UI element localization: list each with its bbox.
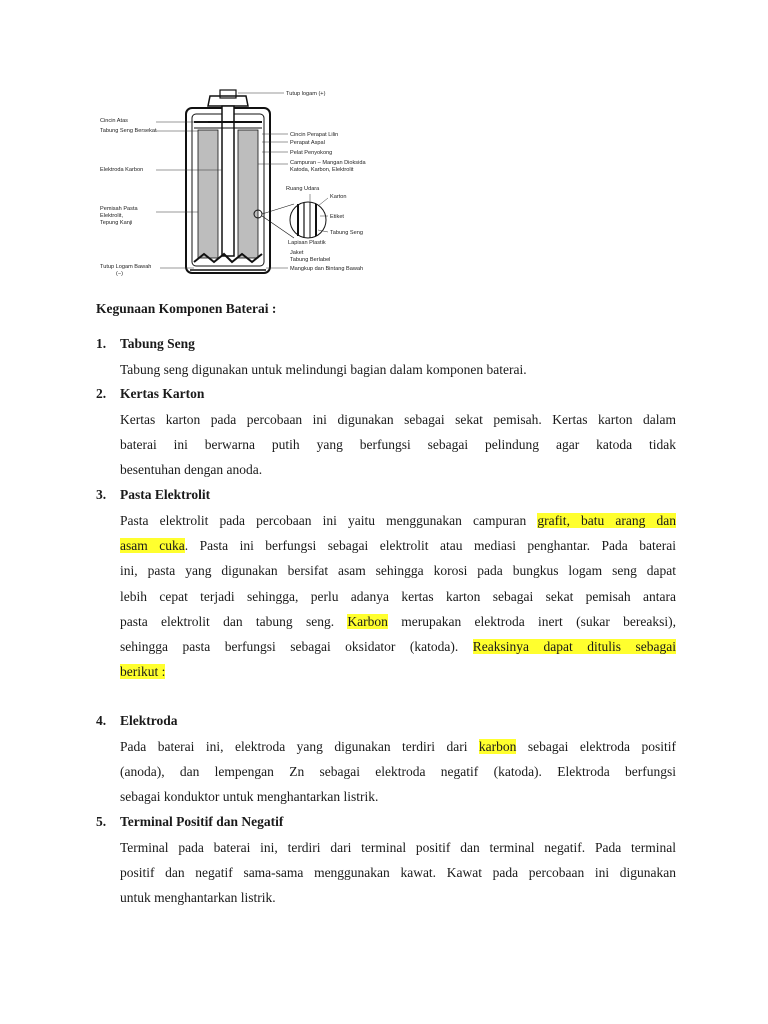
paragraph-line (120, 634, 676, 659)
label-etiket: Etiket (330, 214, 344, 220)
paragraph-line (120, 609, 676, 634)
item-number: 4. (96, 713, 107, 728)
label-elektroda-karbon: Elektroda Karbon (100, 167, 144, 173)
highlighted-text: berikut : (120, 664, 166, 680)
item-paragraph (120, 407, 676, 483)
label-campuran-1: Campuran – Mangan Dioksida (290, 160, 366, 166)
label-pemisah-2: Elektrolit, (100, 213, 124, 219)
text-run: . Pasta ini berfungsi sebagai elektrolit atau mediasi penghantar. Pada baterai (184, 538, 676, 554)
paragraph-line: ini, pasta yang digunakan bersifat asam sehingga korosi pada bungkus logam seng dapat (120, 563, 676, 579)
section-heading: Kegunaan Komponen Baterai : (96, 301, 277, 316)
list-item-2 (96, 384, 676, 483)
text-run: pasta elektrolit dan tabung seng. (120, 613, 348, 629)
paragraph-line (120, 508, 676, 533)
label-lapisan-plastik: Lapisan Plastik (288, 240, 326, 246)
paragraph-line (120, 659, 676, 684)
list-item-3 (96, 485, 676, 684)
item-paragraph (120, 835, 676, 911)
paragraph-line: positif dan negatif sama-sama menggunakan kawat. Kawat pada percobaan ini digunakan (120, 865, 676, 881)
battery-diagram (98, 86, 388, 286)
label-cincin-perapat: Cincin Perapat Lilin (290, 132, 339, 138)
paragraph-line: baterai ini berwarna putih yang berfungsi sebagai pelindung agar katoda tidak (120, 437, 676, 453)
label-karton: Karton (330, 194, 347, 200)
item-title-text: Kertas Karton (120, 386, 205, 401)
label-tabung-seng-bersekat: Tabung Seng Bersekat (100, 128, 157, 134)
highlighted-text: grafit, batu arang dan (537, 513, 677, 528)
item-paragraph (120, 734, 676, 810)
label-jaket-1: Jaket (290, 250, 304, 256)
label-perapat-aspal: Perapat Aspal (290, 140, 325, 146)
item-title (96, 812, 676, 832)
item-number: 1. (96, 336, 107, 351)
paragraph-line: besentuhan dengan anoda. (120, 462, 263, 478)
label-cincin-atas: Cincin Atas (100, 118, 128, 124)
paragraph-line (120, 533, 676, 558)
label-ruang-udara: Ruang Udara (286, 186, 320, 192)
item-title (96, 334, 676, 354)
highlighted-text: asam cuka (120, 538, 185, 554)
item-title-text: Elektroda (120, 713, 178, 728)
item-title-text: Terminal Positif dan Negatif (120, 814, 284, 829)
text-run: sebagai elektroda positif (516, 739, 676, 754)
item-paragraph (120, 508, 676, 684)
list-item-4 (96, 711, 676, 810)
text-run: merupakan elektroda inert (sukar bereaksi), (387, 613, 676, 629)
list-item-1 (96, 334, 676, 382)
label-pemisah-1: Pemisah Pasta (100, 206, 138, 212)
paragraph-line: Terminal pada baterai ini, terdiri dari terminal positif dan terminal negatif. Pada terminal (120, 840, 676, 855)
label-pelat-penyokong: Pelat Penyokong (290, 150, 333, 156)
highlighted-text: Reaksinya dapat ditulis sebagai (472, 639, 676, 655)
label-tabung-seng: Tabung Seng (330, 230, 363, 236)
item-paragraph (120, 357, 676, 382)
paragraph-line: Kertas karton pada percobaan ini digunakan sebagai sekat pemisah. Kertas karton dalam (120, 412, 676, 427)
item-title (96, 711, 676, 731)
item-title-text: Pasta Elektrolit (120, 487, 211, 502)
label-tutup-bawah: Tutup Logam Bawah (100, 264, 152, 270)
item-title (96, 485, 676, 505)
item-number: 2. (96, 386, 107, 401)
label-pemisah-3: Tepung Kanji (100, 220, 133, 226)
item-title (96, 384, 676, 404)
highlighted-text: karbon (478, 739, 517, 754)
text-run: Pada baterai ini, elektroda yang digunakan terdiri dari (120, 739, 479, 754)
item-number: 3. (96, 487, 107, 502)
label-tutup-bawah-sign: (−) (116, 271, 123, 277)
paragraph-line: Tabung seng digunakan untuk melindungi bagian dalam komponen baterai. (120, 362, 527, 377)
list-item-5 (96, 812, 676, 911)
paragraph-line: sebagai konduktor untuk menghantarkan listrik. (120, 789, 379, 805)
paragraph-line: (anoda), dan lempengan Zn sebagai elektroda negatif (katoda). Elektroda berfungsi (120, 764, 676, 780)
item-title-text: Tabung Seng (120, 336, 195, 351)
text-run: Pasta elektrolit pada percobaan ini yaitu menggunakan campuran (120, 513, 538, 528)
label-mangkup: Mangkup dan Bintang Bawah (290, 266, 364, 272)
label-jaket-2: Tabung Berlabel (290, 257, 331, 263)
paragraph-line: lebih cepat terjadi sehingga, perlu adanya kertas karton sebagai sekat pemisah antara (120, 588, 676, 604)
battery-diagram-svg (98, 86, 388, 286)
highlighted-text: Karbon (347, 613, 388, 629)
label-tutup-logam: Tutup logam (+) (286, 91, 326, 97)
item-number: 5. (96, 814, 107, 829)
text-run: sehingga pasta berfungsi sebagai oksidator (katoda). (120, 639, 473, 655)
paragraph-line: untuk menghantarkan listrik. (120, 890, 276, 906)
label-campuran-2: Katoda, Karbon, Elektrolit (290, 167, 354, 173)
paragraph-line (120, 734, 676, 759)
